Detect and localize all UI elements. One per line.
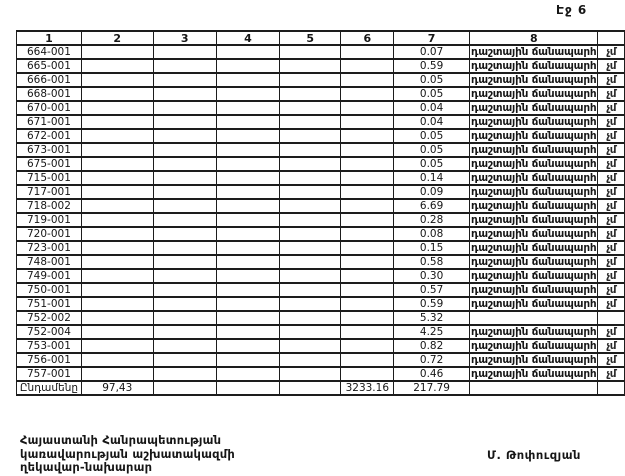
area-value-cell: 0.04 [394, 101, 470, 115]
land-type-cell: դաշտային ճանապարհ [470, 45, 597, 58]
table-row [17, 87, 625, 101]
empty-cell [280, 227, 341, 241]
empty-cell [153, 143, 216, 157]
land-type-cell: դաշտային ճանապարհ [470, 269, 597, 282]
empty-cell [153, 283, 216, 297]
margin-annotation: չմ [598, 227, 625, 241]
margin-annotation: չմ [598, 185, 625, 199]
margin-annotation [598, 311, 625, 325]
column-header-7: 7 [394, 31, 470, 45]
empty-cell [280, 241, 341, 255]
margin-annotation: չմ [598, 143, 625, 157]
parcel-code-cell: 750-001 [17, 283, 82, 297]
table-row [17, 157, 625, 171]
area-value-cell: 0.59 [394, 59, 470, 73]
empty-cell [216, 115, 279, 129]
table-header-row [17, 31, 625, 45]
empty-cell [216, 59, 279, 73]
empty-cell [341, 101, 394, 115]
margin-annotation: չմ [598, 101, 625, 115]
empty-cell [216, 339, 279, 353]
org-line-2: կառավարության աշխատակազմի [20, 446, 235, 461]
parcel-code-cell: 749-001 [17, 269, 82, 283]
empty-cell [216, 129, 279, 143]
empty-cell [216, 255, 279, 269]
empty-cell [81, 367, 153, 381]
empty-cell [341, 227, 394, 241]
page-number-label: Էջ 6 [556, 3, 588, 17]
empty-cell [153, 129, 216, 143]
empty-cell [280, 213, 341, 227]
table-row [17, 185, 625, 199]
table-row [17, 367, 625, 381]
table-row [17, 45, 625, 59]
land-type-cell: դաշտային ճանապարհ [470, 171, 597, 184]
empty-cell [81, 185, 153, 199]
margin-annotation: չմ [598, 171, 625, 185]
empty-cell [341, 73, 394, 87]
empty-cell [216, 213, 279, 227]
parcel-code-cell: 670-001 [17, 101, 82, 115]
column-header-4: 4 [216, 31, 279, 45]
empty-cell [216, 199, 279, 213]
empty-cell [81, 87, 153, 101]
empty-cell [81, 227, 153, 241]
table-row [17, 227, 625, 241]
land-type-cell: դաշտային ճանապարհ [470, 87, 597, 100]
empty-cell [81, 45, 153, 59]
table-row [17, 143, 625, 157]
empty-cell [81, 115, 153, 129]
table-row [17, 255, 625, 269]
empty-cell [216, 381, 279, 395]
signature-name: Մ. Թոփուզյան [487, 448, 581, 462]
margin-annotation: չմ [598, 283, 625, 297]
empty-cell [153, 213, 216, 227]
parcel-code-cell: 719-001 [17, 213, 82, 227]
empty-cell [81, 171, 153, 185]
area-value-cell: 0.28 [394, 213, 470, 227]
area-value-cell: 0.14 [394, 171, 470, 185]
area-value-cell: 217.79 [394, 381, 470, 395]
empty-cell [153, 199, 216, 213]
area-value-cell: 0.07 [394, 45, 470, 59]
empty-cell [153, 185, 216, 199]
empty-cell [280, 129, 341, 143]
margin-annotation: չմ [598, 115, 625, 129]
land-type-cell: դաշտային ճանապարհ [470, 213, 597, 226]
area-value-cell: 0.08 [394, 227, 470, 241]
land-type-cell: դաշտային ճանապարհ [470, 325, 597, 338]
empty-cell [153, 171, 216, 185]
empty-cell [153, 59, 216, 73]
empty-cell [153, 353, 216, 367]
empty-cell [280, 59, 341, 73]
empty-cell [341, 241, 394, 255]
land-type-cell: դաշտային ճանապարհ [470, 367, 597, 380]
column-header-6: 6 [341, 31, 394, 45]
empty-cell [216, 353, 279, 367]
margin-annotation: չմ [598, 325, 625, 339]
area-value-cell: 0.58 [394, 255, 470, 269]
org-line-1: Հայաստանի Հանրապետության [20, 433, 222, 447]
table-row [17, 101, 625, 115]
empty-cell [81, 339, 153, 353]
margin-annotation: չմ [598, 367, 625, 381]
empty-cell [216, 185, 279, 199]
empty-cell [81, 241, 153, 255]
empty-cell [341, 143, 394, 157]
empty-cell [280, 171, 341, 185]
area-value-cell: 0.30 [394, 269, 470, 283]
table-body [17, 45, 625, 395]
empty-cell [280, 283, 341, 297]
table-row [17, 199, 625, 213]
parcel-code-cell: 672-001 [17, 129, 82, 143]
area-value-cell: 0.05 [394, 157, 470, 171]
empty-cell [153, 101, 216, 115]
parcel-code-cell: 748-001 [17, 255, 82, 269]
empty-cell [341, 353, 394, 367]
table-row [17, 311, 625, 325]
empty-cell [216, 157, 279, 171]
empty-cell [280, 101, 341, 115]
empty-cell [341, 171, 394, 185]
table-row [17, 241, 625, 255]
empty-cell [153, 227, 216, 241]
empty-cell [216, 171, 279, 185]
margin-annotation: չմ [598, 45, 625, 59]
empty-cell [153, 73, 216, 87]
empty-cell [216, 73, 279, 87]
table-row [17, 325, 625, 339]
empty-cell [341, 297, 394, 311]
land-type-cell: դաշտային ճանապարհ [470, 115, 597, 128]
land-type-cell: դաշտային ճանապարհ [470, 157, 597, 170]
empty-cell [280, 353, 341, 367]
margin-annotation: չմ [598, 59, 625, 73]
parcel-code-cell: 675-001 [17, 157, 82, 171]
parcel-code-cell: 756-001 [17, 353, 82, 367]
empty-cell [280, 269, 341, 283]
parcel-code-cell: 666-001 [17, 73, 82, 87]
empty-cell [341, 311, 394, 325]
empty-cell [341, 87, 394, 101]
empty-cell [81, 101, 153, 115]
empty-cell [153, 157, 216, 171]
parcel-code-cell: 723-001 [17, 241, 82, 255]
area-value-cell: 0.05 [394, 129, 470, 143]
land-parcel-table [16, 30, 625, 396]
empty-cell [280, 87, 341, 101]
org-title-block [20, 434, 235, 475]
empty-cell [280, 45, 341, 59]
empty-cell [81, 353, 153, 367]
empty-cell [216, 241, 279, 255]
empty-cell [280, 325, 341, 339]
empty-cell [153, 297, 216, 311]
table-row [17, 213, 625, 227]
total-row [17, 381, 625, 395]
empty-cell [81, 297, 153, 311]
empty-cell [280, 199, 341, 213]
empty-cell [341, 367, 394, 381]
empty-cell [216, 367, 279, 381]
empty-cell [216, 269, 279, 283]
empty-cell [280, 367, 341, 381]
column-header-5: 5 [280, 31, 341, 45]
margin-annotation: չմ [598, 157, 625, 171]
empty-cell [280, 115, 341, 129]
table-row [17, 297, 625, 311]
margin-annotation: չմ [598, 241, 625, 255]
parcel-code-cell: 671-001 [17, 115, 82, 129]
empty-cell [216, 325, 279, 339]
margin-annotation: չմ [598, 269, 625, 283]
table-row [17, 269, 625, 283]
empty-cell [341, 157, 394, 171]
land-type-cell: դաշտային ճանապարհ [470, 283, 597, 296]
parcel-code-cell: 751-001 [17, 297, 82, 311]
empty-cell [216, 87, 279, 101]
land-type-cell: դաշտային ճանապարհ [470, 227, 597, 240]
area-value-cell: 6.69 [394, 199, 470, 213]
column-header-1: 1 [17, 31, 82, 45]
table-row [17, 283, 625, 297]
empty-cell [341, 325, 394, 339]
empty-cell [341, 115, 394, 129]
parcel-code-cell: 668-001 [17, 87, 82, 101]
area-value-cell: 4.25 [394, 325, 470, 339]
parcel-code-cell: 664-001 [17, 45, 82, 59]
empty-cell [81, 73, 153, 87]
empty-cell [153, 339, 216, 353]
margin-annotation [598, 381, 625, 395]
land-type-cell: դաշտային ճանապարհ [470, 353, 597, 366]
margin-annotation: չմ [598, 353, 625, 367]
empty-cell [280, 297, 341, 311]
empty-cell [81, 255, 153, 269]
empty-cell [341, 339, 394, 353]
area-value-cell: 0.05 [394, 73, 470, 87]
parcel-code-cell: 752-002 [17, 311, 82, 325]
land-type-cell: դաշտային ճանապարհ [470, 73, 597, 86]
empty-cell [153, 367, 216, 381]
empty-cell [280, 255, 341, 269]
land-type-cell: դաշտային ճանապարհ [470, 199, 597, 212]
table-row [17, 353, 625, 367]
land-type-cell: դաշտային ճանապարհ [470, 339, 597, 352]
area-value-cell: 0.05 [394, 143, 470, 157]
area-value-cell: 0.46 [394, 367, 470, 381]
area-value-cell: 0.05 [394, 87, 470, 101]
empty-cell [153, 241, 216, 255]
area-value-cell: 5.32 [394, 311, 470, 325]
empty-cell [280, 381, 341, 395]
empty-cell [81, 283, 153, 297]
land-type-cell: դաշտային ճանապարհ [470, 101, 597, 114]
margin-annotation: չմ [598, 255, 625, 269]
parcel-code-cell: 753-001 [17, 339, 82, 353]
table-row [17, 73, 625, 87]
empty-cell [81, 129, 153, 143]
area-value-cell: 0.04 [394, 115, 470, 129]
parcel-code-cell: 752-004 [17, 325, 82, 339]
empty-cell [280, 185, 341, 199]
empty-cell [341, 213, 394, 227]
empty-cell [81, 199, 153, 213]
parcel-code-cell: Ընդամենը [17, 381, 82, 395]
area-value-cell: 0.82 [394, 339, 470, 353]
empty-cell [280, 143, 341, 157]
parcel-code-cell: 717-001 [17, 185, 82, 199]
land-type-cell: դաշտային ճանապարհ [470, 241, 597, 254]
empty-cell [81, 213, 153, 227]
empty-cell [280, 311, 341, 325]
empty-cell [216, 283, 279, 297]
empty-cell [341, 199, 394, 213]
parcel-code-cell: 673-001 [17, 143, 82, 157]
empty-cell [153, 269, 216, 283]
empty-cell [341, 283, 394, 297]
margin-annotation: չմ [598, 297, 625, 311]
land-type-cell [469, 311, 597, 325]
empty-cell [341, 129, 394, 143]
org-line-3: ղեկավար-նախարար [20, 460, 153, 474]
margin-annotation: չմ [598, 213, 625, 227]
empty-cell [153, 325, 216, 339]
empty-cell [81, 59, 153, 73]
empty-cell [153, 311, 216, 325]
empty-cell: 97,43 [81, 381, 153, 395]
parcel-code-cell: 715-001 [17, 171, 82, 185]
empty-cell: 3233.16 [341, 381, 394, 395]
margin-annotation: չմ [598, 199, 625, 213]
margin-annotation: չմ [598, 129, 625, 143]
land-type-cell: դաշտային ճանապարհ [470, 143, 597, 156]
empty-cell [341, 45, 394, 59]
land-type-cell: դաշտային ճանապարհ [470, 129, 597, 142]
margin-header-spacer [598, 31, 625, 45]
table-row [17, 59, 625, 73]
empty-cell [216, 45, 279, 59]
area-value-cell: 0.09 [394, 185, 470, 199]
column-header-2: 2 [81, 31, 153, 45]
parcel-code-cell: 665-001 [17, 59, 82, 73]
margin-annotation: չմ [598, 73, 625, 87]
table-row [17, 115, 625, 129]
empty-cell [216, 227, 279, 241]
empty-cell [153, 115, 216, 129]
column-header-8: 8 [469, 31, 597, 45]
empty-cell [153, 381, 216, 395]
empty-cell [280, 339, 341, 353]
land-type-cell [469, 381, 597, 395]
empty-cell [81, 143, 153, 157]
area-value-cell: 0.57 [394, 283, 470, 297]
empty-cell [216, 311, 279, 325]
area-value-cell: 0.72 [394, 353, 470, 367]
empty-cell [280, 157, 341, 171]
margin-annotation: չմ [598, 339, 625, 353]
land-type-cell: դաշտային ճանապարհ [470, 255, 597, 268]
empty-cell [81, 311, 153, 325]
empty-cell [341, 269, 394, 283]
table-row [17, 339, 625, 353]
empty-cell [216, 101, 279, 115]
land-type-cell: դաշտային ճանապարհ [470, 185, 597, 198]
margin-annotation: չմ [598, 87, 625, 101]
empty-cell [81, 157, 153, 171]
area-value-cell: 0.15 [394, 241, 470, 255]
column-header-3: 3 [153, 31, 216, 45]
land-type-cell: դաշտային ճանապարհ [470, 297, 597, 310]
parcel-code-cell: 757-001 [17, 367, 82, 381]
empty-cell [216, 297, 279, 311]
land-type-cell: դաշտային ճանապարհ [470, 59, 597, 72]
empty-cell [153, 45, 216, 59]
empty-cell [280, 73, 341, 87]
area-value-cell: 0.59 [394, 297, 470, 311]
empty-cell [153, 87, 216, 101]
table-row [17, 171, 625, 185]
table-row [17, 129, 625, 143]
empty-cell [81, 269, 153, 283]
empty-cell [341, 59, 394, 73]
empty-cell [341, 255, 394, 269]
empty-cell [153, 255, 216, 269]
empty-cell [216, 143, 279, 157]
empty-cell [81, 325, 153, 339]
empty-cell [341, 185, 394, 199]
parcel-code-cell: 718-002 [17, 199, 82, 213]
parcel-code-cell: 720-001 [17, 227, 82, 241]
